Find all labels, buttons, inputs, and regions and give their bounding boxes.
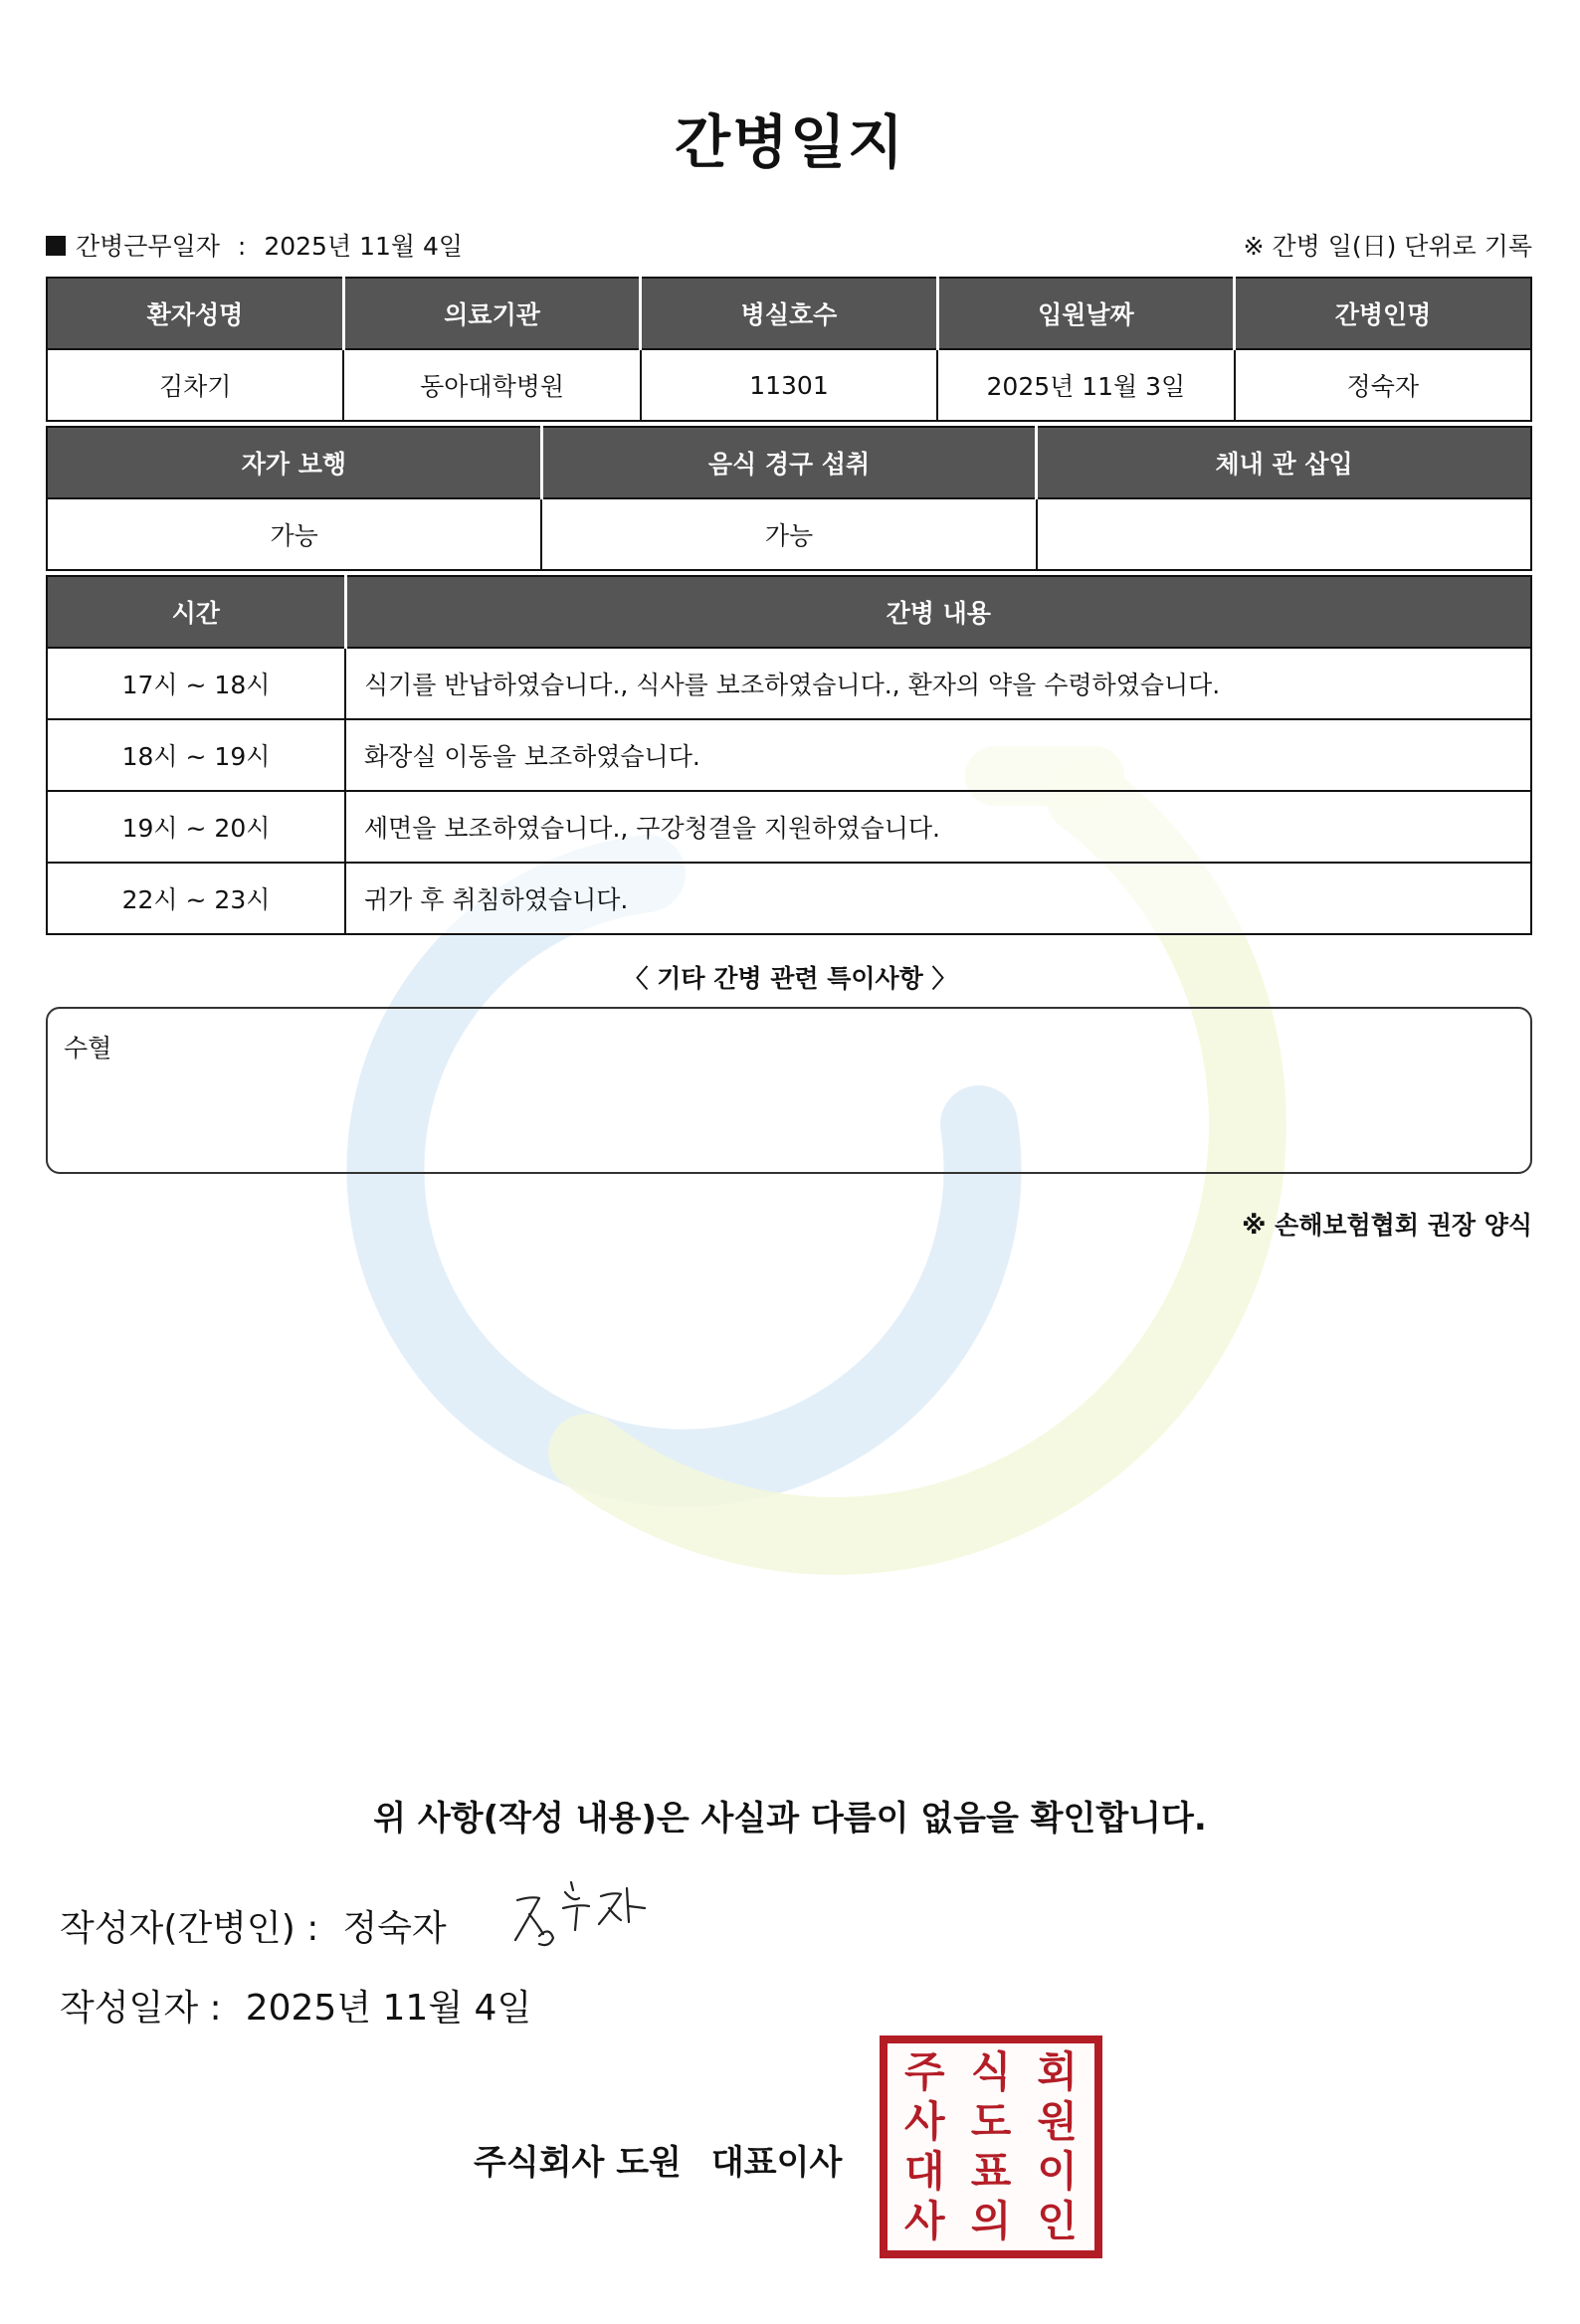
header-self-walking: 자가 보행 xyxy=(47,427,541,498)
oral-intake: 가능 xyxy=(541,498,1036,570)
work-date-value: 2025년 11월 4일 xyxy=(264,232,464,261)
table-header-row xyxy=(47,576,1531,648)
seal-char: 사 xyxy=(904,2197,945,2245)
writer-label: 작성자(간병인) : xyxy=(60,1908,319,1949)
table-row xyxy=(47,349,1531,421)
writer-name: 정숙자 xyxy=(342,1908,447,1949)
seal-char: 사 xyxy=(904,2097,945,2146)
seal-char: 대 xyxy=(904,2147,945,2196)
company-seal-stamp xyxy=(880,2035,1102,2258)
work-date-label: 간병근무일자 xyxy=(76,232,220,261)
remarks-box xyxy=(46,1007,1532,1174)
table-row xyxy=(47,719,1531,791)
self-walking: 가능 xyxy=(47,498,541,570)
patient-info-table xyxy=(46,277,1532,422)
confirmation-statement: 위 사항(작성 내용)은 사실과 다름이 없음을 확인합니다. xyxy=(373,1799,1207,1839)
remarks-content: 수혈 xyxy=(64,1034,112,1063)
seal-char: 식 xyxy=(970,2047,1012,2096)
work-date xyxy=(46,227,463,263)
document-title: 간병일지 xyxy=(674,108,906,176)
seal-char: 도 xyxy=(970,2097,1012,2146)
seal-char: 이 xyxy=(1037,2147,1078,2196)
tube-insertion xyxy=(1037,498,1531,570)
header-care-content: 간병 내용 xyxy=(345,576,1531,648)
header-patient-name: 환자성명 xyxy=(47,278,343,349)
hospital: 동아대학병원 xyxy=(343,349,640,421)
seal-char: 주 xyxy=(904,2047,945,2096)
square-bullet-icon xyxy=(46,236,66,256)
log-time: 17시 ~ 18시 xyxy=(47,648,345,719)
table-row xyxy=(47,863,1531,934)
representative-title: 대표이사 xyxy=(710,2143,843,2183)
work-date-colon: : xyxy=(237,232,247,261)
seal-char: 인 xyxy=(1037,2197,1078,2245)
header-room-number: 병실호수 xyxy=(641,278,937,349)
care-log-table xyxy=(46,575,1532,935)
handwritten-signature xyxy=(509,1878,659,1958)
written-date-label: 작성일자 : xyxy=(60,1988,222,2029)
log-time: 19시 ~ 20시 xyxy=(47,791,345,863)
header-oral-intake: 음식 경구 섭취 xyxy=(541,427,1036,498)
table-row xyxy=(47,791,1531,863)
table-header-row xyxy=(47,278,1531,349)
log-time: 18시 ~ 19시 xyxy=(47,719,345,791)
header-hospital: 의료기관 xyxy=(343,278,640,349)
daily-record-note: ※ 간병 일(日) 단위로 기록 xyxy=(1243,232,1532,261)
header-admission-date: 입원날짜 xyxy=(937,278,1234,349)
log-time: 22시 ~ 23시 xyxy=(47,863,345,934)
written-date-line xyxy=(60,1980,531,2031)
log-content: 세면을 보조하였습니다., 구강청결을 지원하였습니다. xyxy=(345,791,1531,863)
company-line xyxy=(474,2135,842,2184)
patient-status-table xyxy=(46,426,1532,571)
company-name: 주식회사 도원 xyxy=(474,2143,682,2183)
remarks-title: 〈 기타 간병 관련 특이사항 〉 xyxy=(623,964,957,993)
room-number: 11301 xyxy=(641,349,937,421)
header-caregiver-name: 간병인명 xyxy=(1235,278,1531,349)
log-content: 화장실 이동을 보조하였습니다. xyxy=(345,719,1531,791)
table-row xyxy=(47,498,1531,570)
form-source-note: ※ 손해보험협회 권장 양식 xyxy=(1242,1211,1532,1240)
table-header-row xyxy=(47,427,1531,498)
seal-char: 회 xyxy=(1037,2047,1078,2096)
seal-char: 의 xyxy=(970,2197,1012,2245)
header-time: 시간 xyxy=(47,576,345,648)
caregiver-name: 정숙자 xyxy=(1235,349,1531,421)
seal-char: 원 xyxy=(1037,2097,1078,2146)
header-tube-insertion: 체내 관 삽입 xyxy=(1037,427,1531,498)
writer-line xyxy=(60,1900,447,1951)
written-date-value: 2025년 11월 4일 xyxy=(245,1988,532,2029)
log-content: 식기를 반납하였습니다., 식사를 보조하였습니다., 환자의 약을 수령하였습니다. xyxy=(345,648,1531,719)
seal-characters xyxy=(891,2047,1090,2246)
patient-name: 김차기 xyxy=(47,349,343,421)
table-row xyxy=(47,648,1531,719)
seal-char: 표 xyxy=(970,2147,1012,2196)
log-content: 귀가 후 취침하였습니다. xyxy=(345,863,1531,934)
admission-date: 2025년 11월 3일 xyxy=(937,349,1234,421)
